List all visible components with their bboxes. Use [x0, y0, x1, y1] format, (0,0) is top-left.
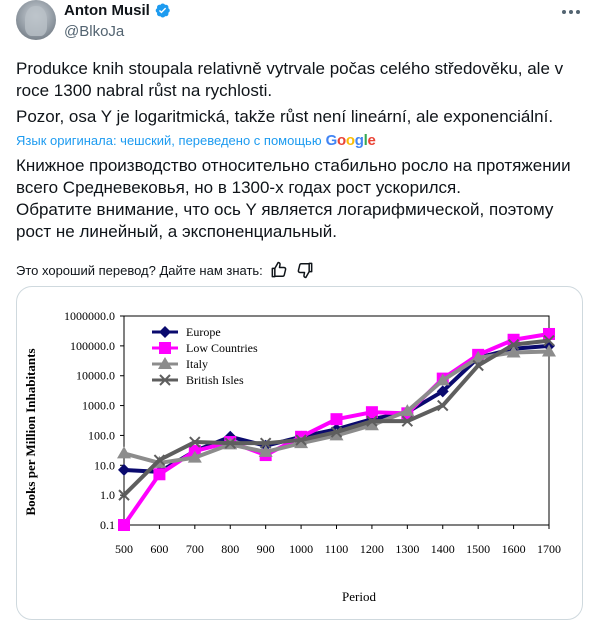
- author-display-name[interactable]: Anton Musil: [64, 2, 150, 19]
- legend-label: Italy: [186, 357, 208, 371]
- author-row: [64, 2, 171, 19]
- y-tick-label: 100.0: [88, 428, 115, 443]
- google-logo: [326, 132, 376, 149]
- y-tick-label: 10.0: [94, 458, 115, 473]
- thumbs-up-icon[interactable]: [269, 260, 289, 280]
- x-tick-label: 800: [221, 542, 240, 556]
- post-text: [16, 58, 584, 132]
- translation-attribution-text: Язык оригинала: чешский, переведено с помощью: [16, 133, 322, 148]
- x-tick-label: 1200: [359, 542, 384, 556]
- x-tick-label: 1300: [395, 542, 420, 556]
- more-icon[interactable]: [559, 2, 583, 22]
- google-logo-letter: e: [367, 132, 376, 149]
- data-point: [153, 468, 165, 480]
- x-tick-label: 600: [150, 542, 169, 556]
- data-point: [118, 464, 130, 476]
- verified-badge-icon: [154, 2, 171, 19]
- chart-image[interactable]: [16, 286, 583, 620]
- translated-paragraph: Книжное производство относительно стабильно росло на протяжении всего Средневековья, но в 1300-х годах рост ускорился.: [16, 156, 571, 197]
- y-tick-label: 10000.0: [76, 368, 115, 383]
- data-point: [331, 413, 343, 425]
- x-tick-label: 700: [185, 542, 204, 556]
- x-axis-label: Period: [342, 589, 376, 604]
- x-tick-label: 1500: [466, 542, 491, 556]
- x-tick-label: 900: [256, 542, 275, 556]
- post-paragraph: Produkce knih stoupala relativně vytrvale počas celého středověku, ale v roce 1300 nabral růst na rychlosti.: [16, 59, 564, 100]
- google-logo-letter: G: [325, 132, 337, 149]
- translated-text: [16, 155, 586, 243]
- translated-paragraph: Обратите внимание, что ось Y является логарифмической, поэтому рост не линейный, а экспоненциальный.: [16, 200, 554, 241]
- feedback-prompt: Это хороший перевод? Дайте нам знать:: [16, 262, 263, 278]
- x-tick-label: 1600: [501, 542, 526, 556]
- x-tick-label: 500: [115, 542, 133, 556]
- google-logo-letter: l: [363, 132, 368, 149]
- y-axis-label: Books per Million Inhabitants: [23, 348, 38, 516]
- y-tick-label: 1000000.0: [64, 309, 115, 323]
- y-tick-label: 0.1: [100, 518, 115, 532]
- translation-feedback: [16, 260, 315, 280]
- y-tick-label: 100000.0: [70, 338, 115, 353]
- legend-marker: [159, 342, 171, 354]
- post-paragraph: Pozor, osa Y je logaritmická, takže růst není lineární, ale exponenciální.: [16, 107, 554, 126]
- author-handle[interactable]: @BlkoJa: [64, 23, 125, 40]
- google-logo-letter: g: [354, 132, 364, 149]
- data-point: [118, 519, 130, 531]
- google-logo-letter: o: [336, 132, 346, 149]
- x-tick-label: 1700: [537, 542, 561, 556]
- chart: [17, 287, 582, 619]
- x-tick-label: 1000: [289, 542, 314, 556]
- y-tick-label: 1000.0: [82, 398, 115, 413]
- legend-label: Low Countries: [186, 341, 258, 355]
- avatar[interactable]: [16, 0, 56, 40]
- translation-attribution[interactable]: [16, 132, 376, 149]
- data-point: [543, 328, 555, 340]
- x-tick-label: 1400: [430, 542, 455, 556]
- legend-label: Europe: [186, 325, 221, 339]
- data-point: [117, 446, 131, 458]
- x-tick-label: 1100: [324, 542, 349, 556]
- thumbs-down-icon[interactable]: [295, 260, 315, 280]
- legend-marker: [159, 326, 171, 338]
- y-tick-label: 1.0: [100, 488, 115, 503]
- legend-label: British Isles: [186, 373, 244, 387]
- google-logo-letter: o: [345, 132, 355, 149]
